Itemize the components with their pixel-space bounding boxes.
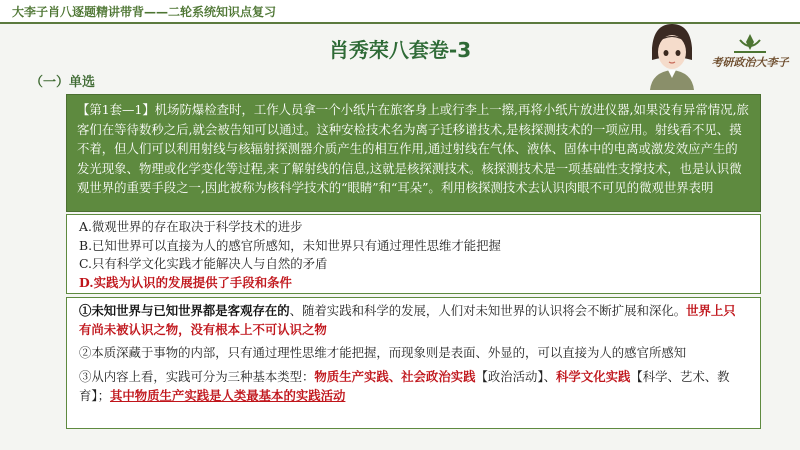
- analysis-p1-highlight: 世界上只有尚未被认识之物，没有根本上不可认识之物: [79, 303, 736, 338]
- slide-title: 肖秀荣八套卷-3: [328, 38, 472, 62]
- question-tag: 【第1套—1】: [77, 102, 155, 117]
- analysis-p2-text: ②本质深藏于事物的内部，只有通过理性思维才能把握，而现象则是表面、外显的，可以直接为人的感官所感知: [79, 345, 687, 361]
- analysis-p3-mid: 【政治活动】、: [475, 368, 557, 384]
- analysis-p3-tail: 【科学、艺术、教育】；: [79, 368, 730, 403]
- question-text: 机场防爆检查时，工作人员拿一个小纸片在旅客身上或行李上一擦,再将小纸片放进仪器,如果没有异常情况,旅客们在等待数秒之后,就会被告知可以通过。这种安检技术名为离子迁移谱技术,是核探测技术的一项应用。射线看不见、摸不着，但人们可以利用射线与核辐射探测器介质产生的相互作用,通过射线在气体、液体、固体中的电离或激发效应产生的发光现象、物理或化学变化等过程,来了解射线的信息,这就是核探测技术。核探测技术是一项基础性支撑技术，也是认识微观世界的重要手段之一,因此被称为核科学技术的“眼睛”和“耳朵”。利用核探测技术去认识肉眼不可见的微观世界表明: [77, 102, 749, 195]
- option-c[interactable]: C.只有科学文化实践才能解决人与自然的矛盾: [79, 256, 328, 271]
- analysis-p3-highlight-3: 其中物质生产实践是人类最基本的实践活动: [109, 387, 346, 403]
- analysis-point-2: [79, 343, 748, 362]
- analysis-p3-highlight-2: 科学文化实践: [556, 368, 631, 384]
- question-stem: [66, 94, 761, 212]
- section-heading: （一）单选: [30, 75, 96, 90]
- option-a[interactable]: A.微观世界的存在取决于科学技术的进步: [79, 219, 303, 234]
- option-d[interactable]: D.实践为认识的发展提供了手段和条件: [79, 274, 292, 290]
- avatar: [642, 20, 702, 90]
- analysis-p3-highlight-1: 物质生产实践、社会政治实践: [314, 368, 476, 384]
- analysis-p1-lead: ①未知世界与已知世界都是客观存在的: [79, 303, 290, 318]
- course-title: 大李子肖八逐题精讲带背——二轮系统知识点复习: [12, 5, 277, 19]
- analysis-panel: [66, 297, 761, 429]
- analysis-point-3: [79, 367, 748, 405]
- brand-text: 考研政治大李子: [711, 56, 789, 69]
- analysis-p1-rest: 、随着实践和科学的发展，人们对未知世界的认识将会不断扩展和深化。: [289, 303, 687, 318]
- analysis-point-1: [79, 301, 748, 339]
- option-b[interactable]: B.已知世界可以直接为人的感官所感知，未知世界只有通过理性思维才能把握: [79, 237, 501, 253]
- analysis-p3-lead: ③从内容上看，实践可分为三种基本类型：: [79, 368, 315, 384]
- options-list: [66, 214, 761, 294]
